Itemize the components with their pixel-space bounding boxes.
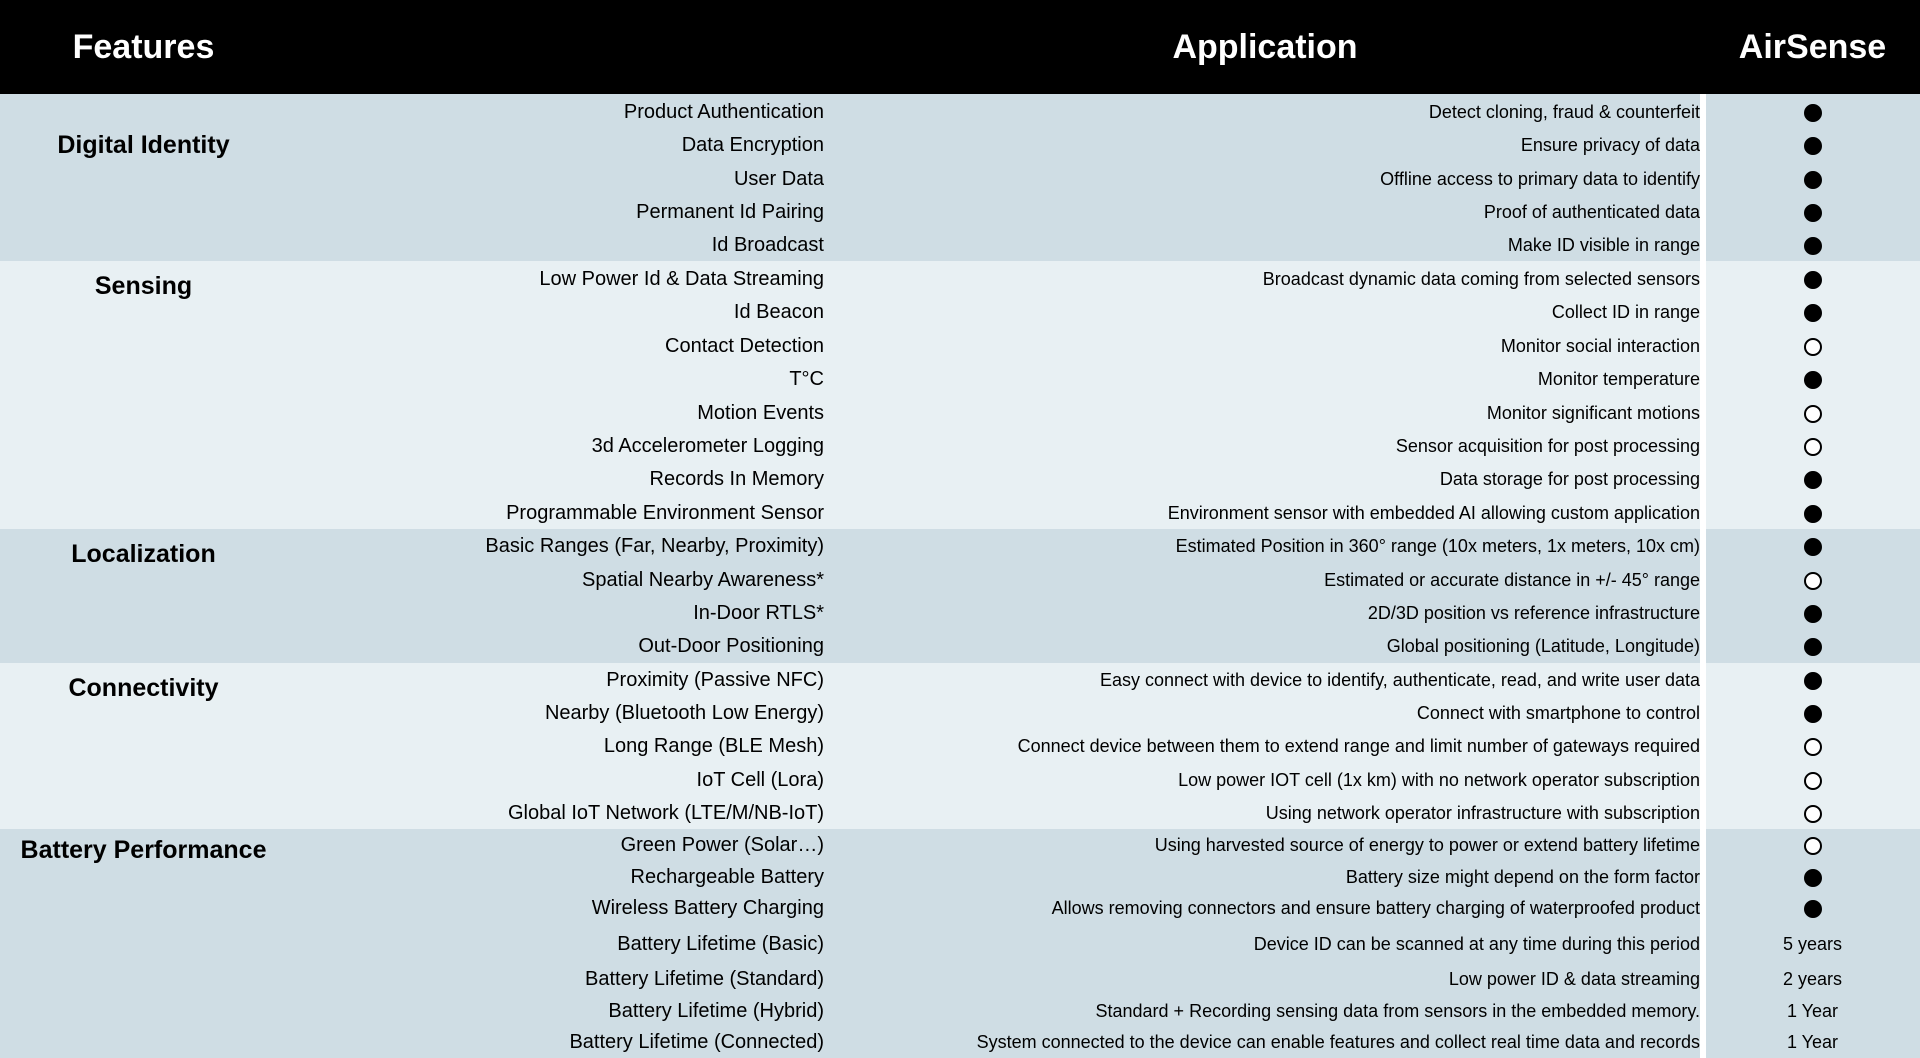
filled-circle-icon [1804,204,1822,222]
application-cell: Broadcast dynamic data coming from selected sensors [1262,269,1700,289]
feature-cell: Spatial Nearby Awareness* [582,569,824,591]
airsense-cell: 1 Year [1786,1001,1839,1021]
application-cell: Monitor social interaction [1500,336,1700,356]
group-title: Sensing [94,272,193,300]
application-cell: Using harvested source of energy to power or extend battery lifetime [1154,835,1700,855]
application-cell: Monitor significant motions [1486,403,1700,423]
table-row [0,831,1920,859]
group-localization [0,529,1920,663]
feature-cell: Global IoT Network (LTE/M/NB-IoT) [508,802,824,824]
table-row [0,231,1920,259]
application-cell: Data storage for post processing [1439,469,1700,489]
feature-cell: Motion Events [697,402,824,424]
feature-cell: Id Beacon [733,301,824,323]
table-row [0,532,1920,560]
table-row [0,666,1920,694]
feature-cell: IoT Cell (Lora) [696,769,824,791]
airsense-cell [1705,566,1920,594]
filled-circle-icon [1804,104,1822,122]
group-battery-performance [0,829,1920,1058]
feature-cell: Rechargeable Battery [630,866,824,888]
airsense-cell [1705,332,1920,360]
filled-circle-icon [1804,538,1822,556]
group-title: Connectivity [68,674,219,702]
feature-cell: Nearby (Bluetooth Low Energy) [544,702,824,724]
feature-cell: User Data [733,168,824,190]
application-cell: Proof of authenticated data [1483,202,1700,222]
filled-circle-icon [1804,171,1822,189]
table-row [0,298,1920,326]
airsense-cell [1705,831,1920,859]
table-row [0,997,1920,1025]
airsense-cell [1705,432,1920,460]
table-row [0,732,1920,760]
application-cell: Low power ID & data streaming [1448,969,1700,989]
airsense-cell [1705,894,1920,922]
table-row [0,599,1920,627]
table-row [0,766,1920,794]
table-row [0,98,1920,126]
table-row [0,432,1920,460]
table-row [0,131,1920,159]
feature-cell: In-Door RTLS* [693,602,824,624]
application-cell: Battery size might depend on the form factor [1345,867,1700,887]
table-row [0,198,1920,226]
empty-circle-icon [1804,438,1822,456]
airsense-cell [1705,165,1920,193]
filled-circle-icon [1804,638,1822,656]
filled-circle-icon [1804,304,1822,322]
header-airsense: AirSense [1738,28,1887,66]
application-cell: 2D/3D position vs reference infrastructure [1367,603,1700,623]
airsense-cell [1705,863,1920,891]
filled-circle-icon [1804,371,1822,389]
application-cell: Easy connect with device to identify, authenticate, read, and write user data [1099,670,1700,690]
application-cell: Offline access to primary data to identify [1380,169,1700,189]
table-row [0,632,1920,660]
application-cell: Estimated Position in 360° range (10x meters, 1x meters, 10x cm) [1175,536,1700,556]
empty-circle-icon [1804,338,1822,356]
group-title: Digital Identity [57,131,230,159]
filled-circle-icon [1804,672,1822,690]
feature-cell: Low Power Id & Data Streaming [539,268,824,290]
table-row [0,930,1920,958]
header-features: Features [72,28,215,66]
filled-circle-icon [1804,505,1822,523]
table-row [0,165,1920,193]
airsense-cell: 1 Year [1786,1032,1839,1052]
empty-circle-icon [1804,572,1822,590]
table-row [0,799,1920,827]
filled-circle-icon [1804,471,1822,489]
airsense-cell [1705,131,1920,159]
filled-circle-icon [1804,900,1822,918]
airsense-cell [1705,732,1920,760]
application-cell: Connect device between them to extend range and limit number of gateways required [1017,736,1700,756]
filled-circle-icon [1804,705,1822,723]
application-cell: Global positioning (Latitude, Longitude) [1386,636,1700,656]
application-cell: Device ID can be scanned at any time during this period [1253,934,1700,954]
group-digital-identity [0,94,1920,261]
feature-cell: Battery Lifetime (Connected) [569,1031,824,1053]
airsense-cell [1705,666,1920,694]
feature-cell: Battery Lifetime (Basic) [617,933,824,955]
application-cell: Detect cloning, fraud & counterfeit [1428,102,1700,122]
application-cell: Low power IOT cell (1x km) with no network operator subscription [1178,770,1700,790]
application-cell: Collect ID in range [1551,302,1700,322]
feature-cell: Records In Memory [649,468,824,490]
airsense-cell [1705,699,1920,727]
feature-cell: Battery Lifetime (Standard) [585,968,824,990]
application-cell: Environment sensor with embedded AI allowing custom application [1167,503,1700,523]
empty-circle-icon [1804,805,1822,823]
group-title: Battery Performance [20,836,267,864]
application-cell: Make ID visible in range [1507,235,1700,255]
table-row [0,332,1920,360]
airsense-cell [1705,98,1920,126]
airsense-cell [1705,399,1920,427]
feature-cell: Product Authentication [623,101,824,123]
table-row [0,1028,1920,1056]
airsense-cell [1705,632,1920,660]
table-row [0,699,1920,727]
filled-circle-icon [1804,869,1822,887]
feature-cell: Permanent Id Pairing [636,201,824,223]
group-sensing [0,261,1920,529]
table-row [0,265,1920,293]
airsense-cell [1705,298,1920,326]
feature-cell: Proximity (Passive NFC) [606,669,824,691]
feature-cell: T°C [789,368,824,390]
airsense-cell [1705,766,1920,794]
airsense-cell [1705,231,1920,259]
filled-circle-icon [1804,237,1822,255]
empty-circle-icon [1804,772,1822,790]
airsense-cell [1705,465,1920,493]
application-cell: Estimated or accurate distance in +/- 45° range [1324,570,1700,590]
feature-cell: Basic Ranges (Far, Nearby, Proximity) [485,535,824,557]
application-cell: Allows removing connectors and ensure battery charging of waterproofed product [1051,898,1700,918]
table-row [0,399,1920,427]
feature-cell: Id Broadcast [711,234,824,256]
feature-cell: Out-Door Positioning [638,635,824,657]
table-row [0,365,1920,393]
airsense-cell: 2 years [1782,969,1843,989]
feature-cell: Green Power (Solar…) [620,834,824,856]
airsense-cell [1705,799,1920,827]
table-row [0,499,1920,527]
airsense-cell [1705,265,1920,293]
application-cell: Ensure privacy of data [1520,135,1700,155]
airsense-cell: 5 years [1782,934,1843,954]
airsense-cell [1705,365,1920,393]
empty-circle-icon [1804,837,1822,855]
application-cell: Sensor acquisition for post processing [1395,436,1700,456]
feature-cell: Long Range (BLE Mesh) [603,735,824,757]
column-divider [1700,94,1706,1058]
airsense-cell [1705,499,1920,527]
group-connectivity [0,663,1920,829]
feature-cell: Battery Lifetime (Hybrid) [608,1000,824,1022]
feature-cell: Programmable Environment Sensor [506,502,824,524]
feature-cell: Contact Detection [665,335,824,357]
table-row [0,965,1920,993]
feature-cell: Wireless Battery Charging [591,897,824,919]
table-row [0,894,1920,922]
feature-cell: 3d Accelerometer Logging [591,435,824,457]
empty-circle-icon [1804,738,1822,756]
filled-circle-icon [1804,271,1822,289]
header-application: Application [1172,28,1358,66]
application-cell: Monitor temperature [1537,369,1700,389]
filled-circle-icon [1804,137,1822,155]
empty-circle-icon [1804,405,1822,423]
airsense-cell [1705,198,1920,226]
airsense-cell [1705,532,1920,560]
application-cell: Connect with smartphone to control [1416,703,1700,723]
group-title: Localization [71,540,216,568]
application-cell: System connected to the device can enable features and collect real time data and records [976,1032,1700,1052]
filled-circle-icon [1804,605,1822,623]
application-cell: Using network operator infrastructure with subscription [1265,803,1700,823]
table-header [0,0,1920,94]
table-row [0,465,1920,493]
table-row [0,566,1920,594]
airsense-cell [1705,599,1920,627]
application-cell: Standard + Recording sensing data from sensors in the embedded memory. [1095,1001,1700,1021]
feature-cell: Data Encryption [681,134,824,156]
table-row [0,863,1920,891]
